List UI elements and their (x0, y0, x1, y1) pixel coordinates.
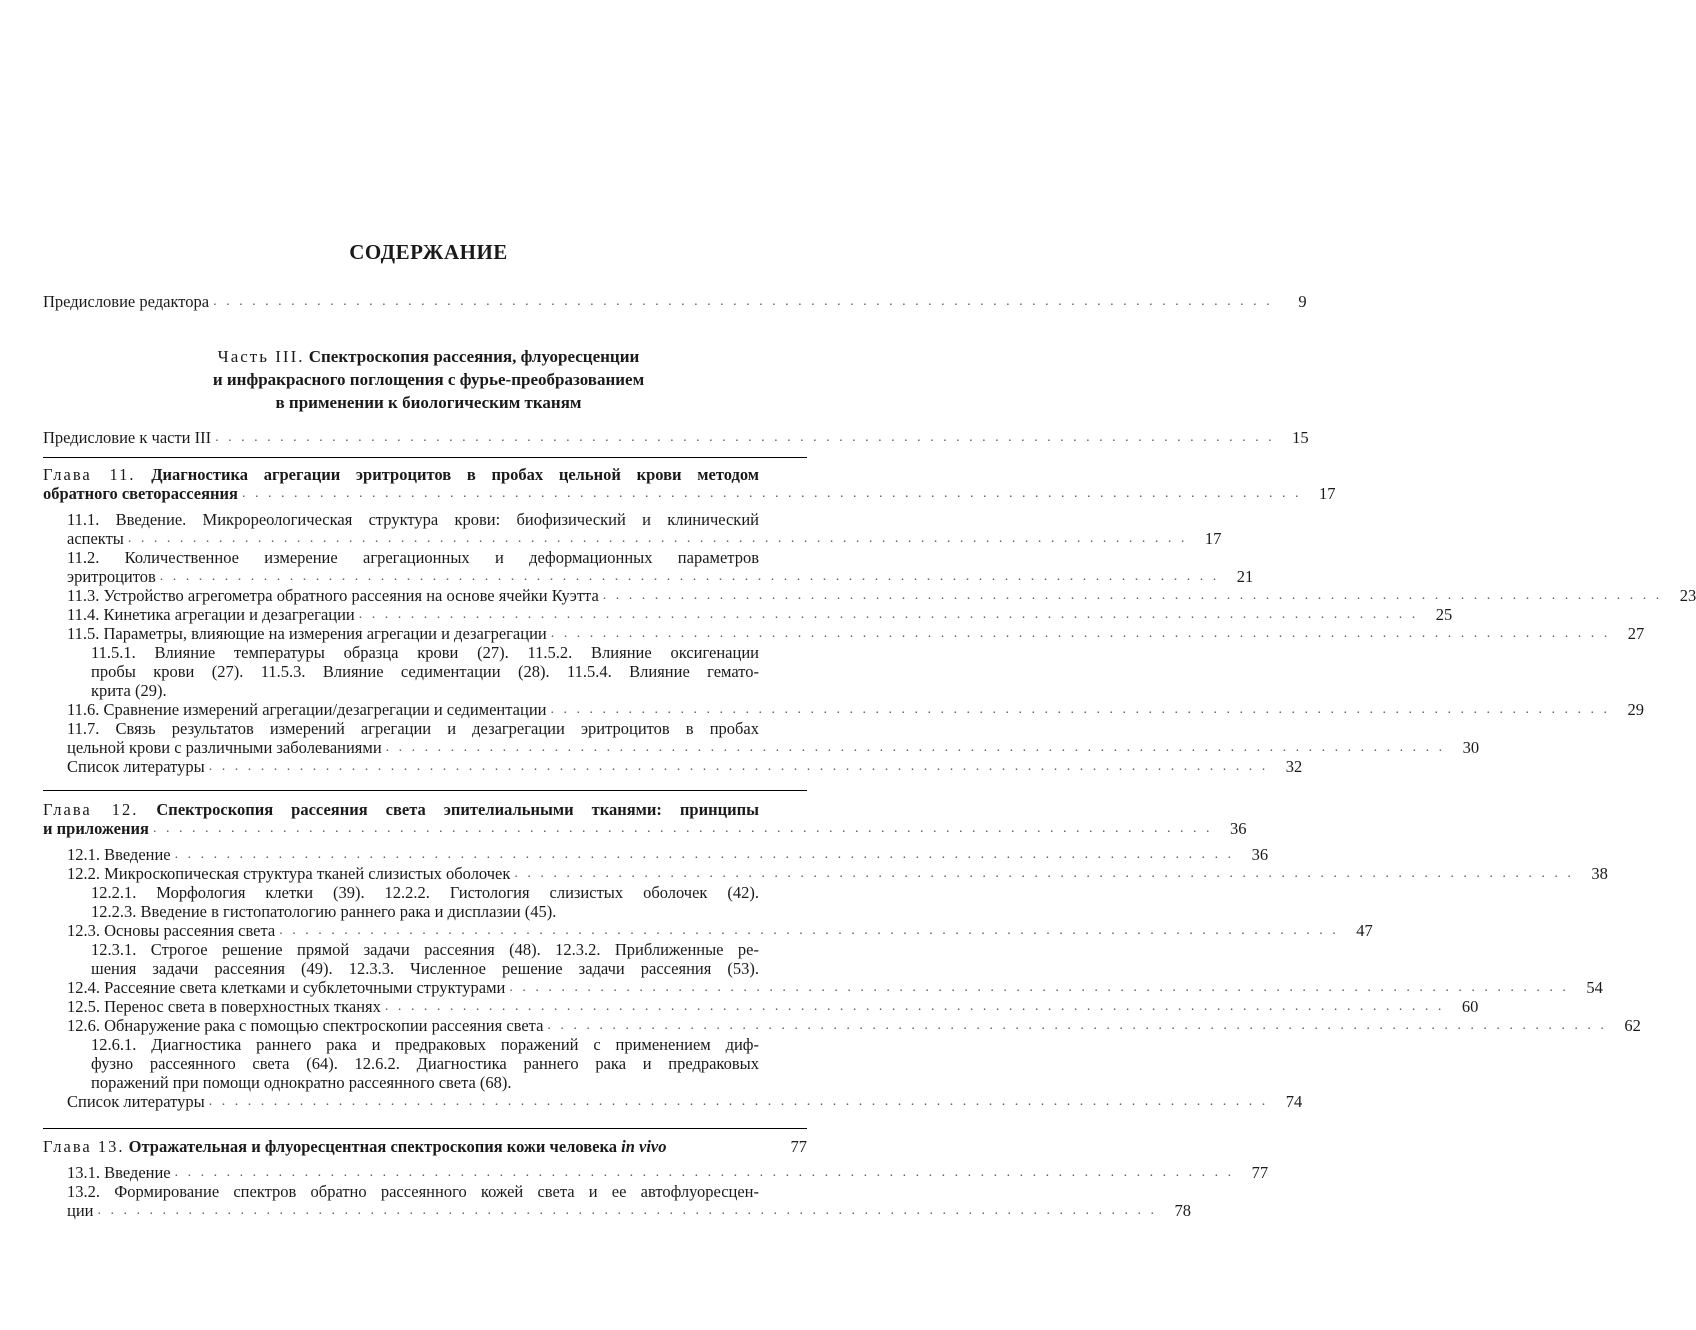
leader-dots: . . . . . . . . . . . . . . . . . . . . . . . . . . . . . . . . . . . . . . . . . . . . . . . . . . . . . . . . . . . . . . . . . . . . . . . . . . . . . . . . . . (358, 607, 1419, 622)
page-number: 38 (1591, 864, 1608, 883)
toc-entry-text: Предисловие редактора (43, 292, 210, 311)
page-number: 21 (1236, 567, 1254, 586)
page-number: 9 (1298, 292, 1307, 311)
section-11-3: 11.3. Устройство агрегометра обратного рассеяния на основе ячейки Куэтта (67, 586, 599, 605)
section-11-5: 11.5. Параметры, влияющие на измерения агрегации и дезагрегации (67, 624, 547, 643)
references-12: Список литературы (67, 1092, 205, 1111)
section-12-2: 12.2. Микроскопическая структура тканей слизистых оболочек (67, 864, 511, 883)
part-title-line2: и инфракрасного поглощения с фурье-преобразованием (212, 370, 645, 389)
subsection-12-2-line1: 12.2.1. Морфология клетки (39). 12.2.2. Гистология слизистых оболочек (42). (91, 883, 759, 902)
page-number: 74 (1285, 1092, 1303, 1111)
chapter-title-line2: обратного светорассеяния (43, 484, 238, 503)
chapter-title-italic: in vivo (621, 1137, 667, 1156)
page-number: 27 (1627, 624, 1645, 643)
page-number: 54 (1586, 978, 1603, 997)
toc-part-preface (43, 428, 1309, 447)
toc-entry-text: Предисловие к части III (43, 428, 212, 447)
leader-dots: . . . . . . . . . . . . . . . . . . . . . . . . . . . . . . . . . . . . . . . . . . . . . . . . . . . . . . . . . . . . . . . . . . . . . . . . . . . . . . . . . . (550, 626, 1611, 641)
leader-dots: . . . . . . . . . . . . . . . . . . . . . . . . . . . . . . . . . . . . . . . . . . . . . . . . . . . . . . . . . . . . . . . . . . . . . . . . . . . . . . . . . . (215, 430, 1275, 445)
toc-preface (43, 292, 1307, 311)
page-number: 62 (1624, 1016, 1641, 1035)
section-12-5: 12.5. Перенос света в поверхностных тканях (67, 997, 381, 1016)
subsection-12-3-line1: 12.3.1. Строгое решение прямой задачи рассеяния (48). 12.3.2. Приближенные ре- (91, 940, 759, 959)
subsection-11-5-line3: крита (29). (91, 681, 167, 700)
chapter-label: Глава 13. (43, 1137, 125, 1156)
section-11-2-line1: 11.2. Количественное измерение агрегационных и деформационных параметров (67, 548, 759, 567)
section-11-1-line1: 11.1. Введение. Микрореологическая структура крови: биофизический и клинический (67, 510, 759, 529)
chapter-label: Глава 11. (43, 465, 136, 484)
subsection-11-5-line1: 11.5.1. Влияние температуры образца крови (27). 11.5.2. Влияние оксигенации (91, 643, 759, 662)
section-12-1: 12.1. Введение (67, 845, 171, 864)
section-11-1-line2: аспекты (67, 529, 124, 548)
separator (43, 790, 807, 791)
section-11-7-line2: цельной крови с различными заболеваниями (67, 738, 382, 757)
page-number: 32 (1285, 757, 1303, 776)
leader-dots: . . . . . . . . . . . . . . . . . . . . . . . . . . . . . . . . . . . . . . . . . . . . . . . . . . . . . . . . . . . . . . . . . . . . . . . . . . . . . . . . . . (174, 1165, 1235, 1180)
page-number: 17 (1204, 529, 1222, 548)
page-title: СОДЕРЖАНИЕ (349, 240, 508, 264)
leader-dots: . . . . . . . . . . . . . . . . . . . . . . . . . . . . . . . . . . . . . . . . . . . . . . . . . . . . . . . . . . . . . . . . . . . . . . . . . . . . . . . . . . (127, 531, 1188, 546)
page-number: 60 (1461, 997, 1479, 1016)
leader-dots: . . . . . . . . . . . . . . . . . . . . . . . . . . . . . . . . . . . . . . . . . . . . . . . . . . . . . . . . . . . . . . . . . . . . . . . . . . . . . . . . . . (241, 486, 1302, 501)
toc-chapter-11 (43, 465, 1696, 776)
page-number: 15 (1292, 428, 1309, 447)
separator (43, 457, 807, 458)
page-number: 23 (1679, 586, 1696, 605)
separator (43, 1128, 807, 1129)
page-number: 36 (1251, 845, 1269, 864)
part-heading (0, 345, 857, 414)
page-number: 47 (1356, 921, 1373, 940)
section-11-6: 11.6. Сравнение измерений агрегации/дезагрегации и седиментации (67, 700, 547, 719)
section-11-4: 11.4. Кинетика агрегации и дезагрегации (67, 605, 355, 624)
leader-dots: . . . . . . . . . . . . . . . . . . . . . . . . . . . . . . . . . . . . . . . . . . . . . . . . . . . . . . . . . . . . . . . . . . . . . . . . . . . . . . . . . . (159, 569, 1220, 584)
leader-dots: . . . . . . . . . . . . . . . . . . . . . . . . . . . . . . . . . . . . . . . . . . . . . . . . . . . . . . . . . . . . . . . . . . . . . . . . . . . . . . . . . . (547, 1018, 1607, 1033)
page-number: 78 (1174, 1201, 1191, 1220)
leader-dots: . . . . . . . . . . . . . . . . . . . . . . . . . . . . . . . . . . . . . . . . . . . . . . . . . . . . . . . . . . . . . . . . . . . . . . . . . . . . . . . . . . (208, 1094, 1269, 1109)
section-11-2-line2: эритроцитов (67, 567, 156, 586)
page-number: 29 (1627, 700, 1644, 719)
leader-dots: . . . . . . . . . . . . . . . . . . . . . . . . . . . . . . . . . . . . . . . . . . . . . . . . . . . . . . . . . . . . . . . . . . . . . . . . . . . . . . . . . . (385, 740, 1446, 755)
chapter-title-line1: Спектроскопия рассеяния света эпителиальными тканями: принципы (156, 800, 759, 819)
page-number: 30 (1462, 738, 1480, 757)
part-title-line3: в применении к биологическим тканям (275, 393, 582, 412)
leader-dots: . . . . . . . . . . . . . . . . . . . . . . . . . . . . . . . . . . . . . . . . . . . . . . . . . . . . . . . . . . . . . . . . . . . . . . . . . . . . . . . . . . (550, 702, 1610, 717)
toc-chapter-13 (43, 1137, 1269, 1220)
toc-chapter-12 (43, 800, 1641, 1111)
leader-dots: . . . . . . . . . . . . . . . . . . . . . . . . . . . . . . . . . . . . . . . . . . . . . . . . . . . . . . . . . . . . . . . . . . . . . . . . . . . . . . . . . . (384, 999, 1445, 1014)
leader-dots: . . . . . . . . . . . . . . . . . . . . . . . . . . . . . . . . . . . . . . . . . . . . . . . . . . . . . . . . . . . . . . . . . . . . . . . . . . . . . . . . . . (152, 821, 1213, 836)
page-number: 25 (1435, 605, 1453, 624)
chapter-label: Глава 12. (43, 800, 139, 819)
leader-dots: . . . . . . . . . . . . . . . . . . . . . . . . . . . . . . . . . . . . . . . . . . . . . . . . . . . . . . . . . . . . . . . . . . . . . . . . . . . . . . . . . . (509, 980, 1569, 995)
leader-dots: . . . . . . . . . . . . . . . . . . . . . . . . . . . . . . . . . . . . . . . . . . . . . . . . . . . . . . . . . . . . . . . . . . . . . . . . . . . . . . . . . . (514, 866, 1574, 881)
section-12-6: 12.6. Обнаружение рака с помощью спектроскопии рассеяния света (67, 1016, 544, 1035)
section-12-3: 12.3. Основы рассеяния света (67, 921, 276, 940)
section-13-2-line2: ции (67, 1201, 94, 1220)
subsection-12-2-line2: 12.2.3. Введение в гистопатологию раннего рака и дисплазии (45). (91, 902, 557, 921)
references-11: Список литературы (67, 757, 205, 776)
subsection-11-5-line2: пробы крови (27). 11.5.3. Влияние седиментации (28). 11.5.4. Влияние гемато- (91, 662, 759, 681)
subsection-12-3-line2: шения задачи рассеяния (49). 12.3.3. Численное решение задачи рассеяния (53). (91, 959, 759, 978)
chapter-title: Отражательная и флуоресцентная спектроскопия кожи человека (128, 1137, 617, 1156)
page-number: 17 (1318, 484, 1336, 503)
subsection-12-6-line1: 12.6.1. Диагностика раннего рака и предраковых поражений с применением диф- (91, 1035, 759, 1054)
leader-dots: . . . . . . . . . . . . . . . . . . . . . . . . . . . . . . . . . . . . . . . . . . . . . . . . . . . . . . . . . . . . . . . . . . . . . . . . . . . . . . . . . . (213, 294, 1273, 309)
section-12-4: 12.4. Рассеяние света клетками и субклеточными структурами (67, 978, 506, 997)
section-13-2-line1: 13.2. Формирование спектров обратно рассеянного кожей света и ее автофлуоресцен- (67, 1182, 759, 1201)
part-title-line1: Спектроскопия рассеяния, флуоресценции (308, 347, 640, 366)
leader-dots: . . . . . . . . . . . . . . . . . . . . . . . . . . . . . . . . . . . . . . . . . . . . . . . . . . . . . . . . . . . . . . . . . . . . . . . . . . . . . . . . . . (208, 759, 1269, 774)
chapter-title-line1: Диагностика агрегации эритроцитов в пробах цельной крови методом (151, 465, 760, 484)
leader-dots: . . . . . . . . . . . . . . . . . . . . . . . . . . . . . . . . . . . . . . . . . . . . . . . . . . . . . . . . . . . . . . . . . . . . . . . . . . . . . . . . . . (279, 923, 1339, 938)
page-number: 77 (790, 1137, 807, 1156)
subsection-12-6-line2: фузно рассеянного света (64). 12.6.2. Диагностика раннего рака и предраковых (91, 1054, 759, 1073)
chapter-title-line2: и приложения (43, 819, 149, 838)
leader-dots: . . . . . . . . . . . . . . . . . . . . . . . . . . . . . . . . . . . . . . . . . . . . . . . . . . . . . . . . . . . . . . . . . . . . . . . . . . . . . . . . . . (602, 588, 1663, 603)
leader-dots: . . . . . . . . . . . . . . . . . . . . . . . . . . . . . . . . . . . . . . . . . . . . . . . . . . . . . . . . . . . . . . . . . . . . . . . . . . . . . . . . . . (174, 847, 1235, 862)
page-number: 36 (1229, 819, 1247, 838)
part-label: Часть III. (217, 347, 305, 366)
section-11-7-line1: 11.7. Связь результатов измерений агрегации и дезагрегации эритроцитов в пробах (67, 719, 759, 738)
subsection-12-6-line3: поражений при помощи однократно рассеянного света (68). (91, 1073, 512, 1092)
section-13-1: 13.1. Введение (67, 1163, 171, 1182)
leader-dots: . . . . . . . . . . . . . . . . . . . . . . . . . . . . . . . . . . . . . . . . . . . . . . . . . . . . . . . . . . . . . . . . . . . . . . . . . . . . . . . . . . (97, 1203, 1157, 1218)
page-number: 77 (1251, 1163, 1269, 1182)
